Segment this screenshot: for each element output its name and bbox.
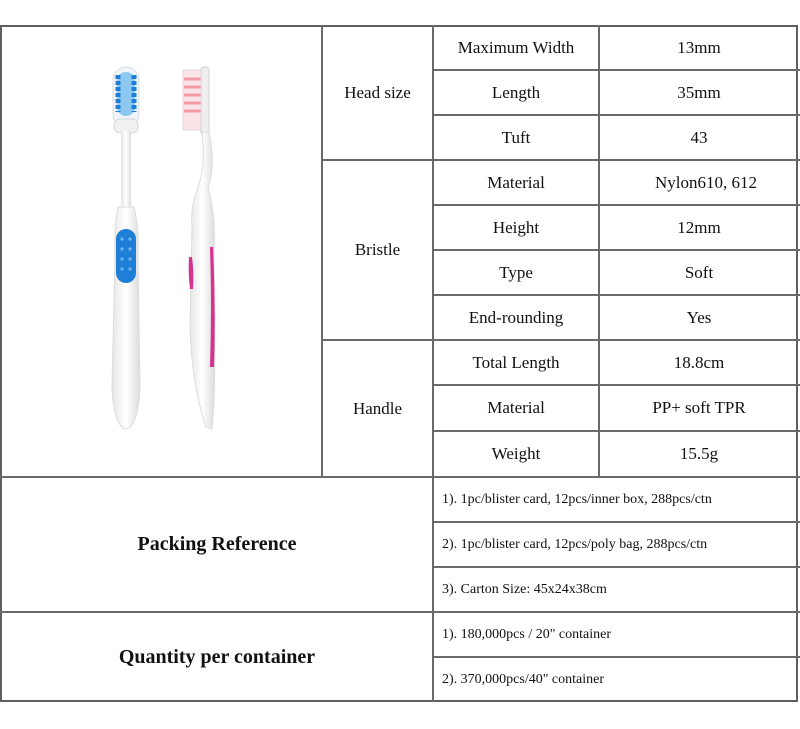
value-weight: 15.5g — [679, 444, 719, 463]
side-toothbrush — [183, 67, 215, 429]
value-bristle-material: Nylon610, 612 — [655, 172, 757, 192]
property-type: Type — [499, 262, 533, 282]
packing-item-2: 2). 1pc/blister card, 12pcs/poly bag, 288pcs/ctn — [442, 536, 708, 552]
property-height: Height — [492, 217, 540, 237]
quantity-item-1: 1). 180,000pcs / 20" container — [442, 626, 612, 642]
value-end-rounding: Yes — [686, 307, 712, 327]
property-bristle-material: Material — [487, 172, 545, 192]
group-label-bristle: Bristle — [354, 240, 401, 259]
group-label-handle: Handle — [352, 398, 403, 418]
toothbrush-icon — [2, 27, 322, 477]
property-tuft: Tuft — [501, 127, 531, 147]
packing-item-1: 1). 1pc/blister card, 12pcs/inner box, 288pcs/ctn — [442, 491, 712, 507]
value-type: Soft — [684, 262, 714, 282]
value-tuft: 43 — [690, 127, 708, 147]
value-total-length: 18.8cm — [673, 352, 725, 372]
property-handle-material: Material — [487, 398, 545, 417]
packing-reference-label: Packing Reference — [137, 533, 297, 555]
value-length: 35mm — [677, 82, 721, 102]
front-toothbrush — [112, 67, 140, 429]
value-max-width: 13mm — [677, 38, 721, 57]
quantity-item-2: 2). 370,000pcs/40" container — [442, 671, 605, 687]
value-handle-material: PP+ soft TPR — [652, 398, 746, 417]
product-image — [2, 27, 322, 477]
property-length: Length — [491, 82, 541, 102]
property-weight: Weight — [491, 444, 541, 463]
property-total-length: Total Length — [472, 352, 560, 372]
value-height: 12mm — [677, 217, 721, 237]
property-max-width: Maximum Width — [457, 38, 575, 57]
property-end-rounding: End-rounding — [468, 307, 564, 327]
group-label-head-size: Head size — [344, 83, 411, 102]
quantity-label: Quantity per container — [118, 645, 316, 668]
packing-item-3: 3). Carton Size: 45x24x38cm — [442, 581, 607, 597]
